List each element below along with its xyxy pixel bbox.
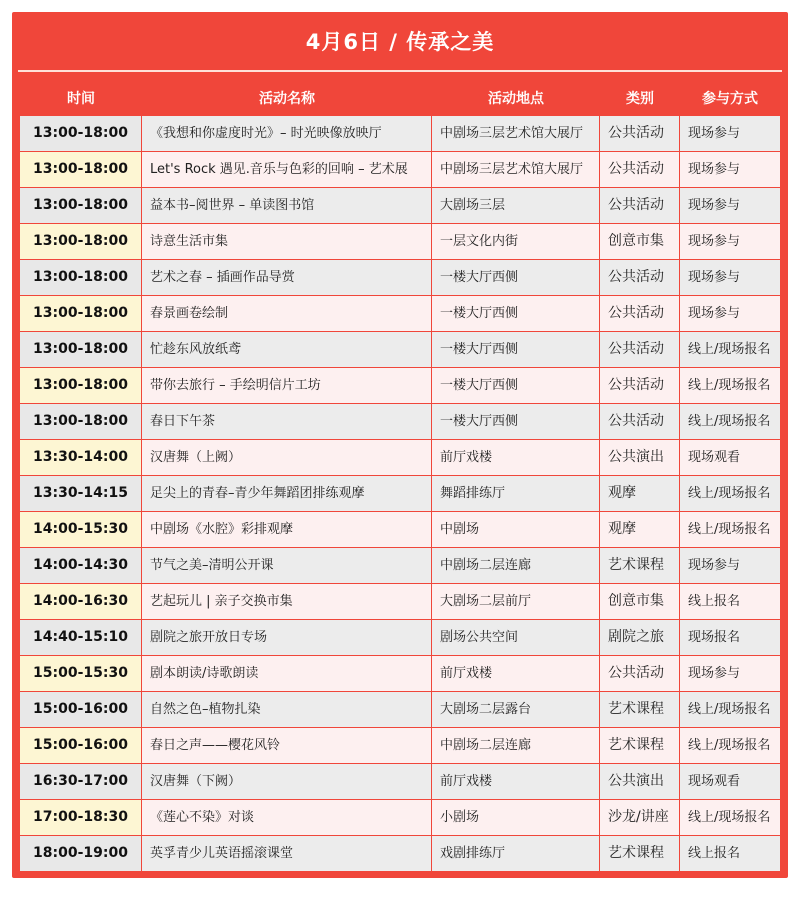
row-time: 13:00-18:00 xyxy=(20,332,142,367)
row-category: 公共活动 xyxy=(600,656,680,691)
row-location: 大剧场二层前厅 xyxy=(432,584,600,619)
row-time: 14:40-15:10 xyxy=(20,620,142,655)
row-activity-name: 益本书–阅世界 – 单读图书馆 xyxy=(142,188,432,223)
row-participation: 线上/现场报名 xyxy=(680,404,780,439)
row-location: 一楼大厅西侧 xyxy=(432,404,600,439)
table-row xyxy=(20,332,780,368)
row-participation: 现场观看 xyxy=(680,764,780,799)
row-activity-name: 《我想和你虚度时光》– 时光映像放映厅 xyxy=(142,116,432,151)
row-activity-name: 中剧场《水腔》彩排观摩 xyxy=(142,512,432,547)
table-row xyxy=(20,728,780,764)
row-time: 13:00-18:00 xyxy=(20,260,142,295)
row-location: 中剧场 xyxy=(432,512,600,547)
row-category: 公共活动 xyxy=(600,152,680,187)
row-category: 公共演出 xyxy=(600,764,680,799)
row-participation: 线上报名 xyxy=(680,584,780,619)
row-participation: 线上/现场报名 xyxy=(680,332,780,367)
row-participation: 线上报名 xyxy=(680,836,780,871)
row-participation: 现场参与 xyxy=(680,188,780,223)
page-title: 4月6日 / 传承之美 xyxy=(305,30,495,54)
row-location: 一层文化内街 xyxy=(432,224,600,259)
row-activity-name: 春景画卷绘制 xyxy=(142,296,432,331)
row-time: 13:00-18:00 xyxy=(20,224,142,259)
table-row xyxy=(20,404,780,440)
row-activity-name: 剧本朗读/诗歌朗读 xyxy=(142,656,432,691)
row-category: 剧院之旅 xyxy=(600,620,680,655)
row-participation: 现场参与 xyxy=(680,224,780,259)
row-category: 公共活动 xyxy=(600,296,680,331)
row-participation: 线上/现场报名 xyxy=(680,728,780,763)
row-participation: 现场参与 xyxy=(680,116,780,151)
row-time: 13:30-14:00 xyxy=(20,440,142,475)
row-activity-name: 春日之声——樱花风铃 xyxy=(142,728,432,763)
row-participation: 现场参与 xyxy=(680,656,780,691)
row-location: 一楼大厅西侧 xyxy=(432,368,600,403)
row-category: 观摩 xyxy=(600,512,680,547)
row-location: 舞蹈排练厅 xyxy=(432,476,600,511)
row-location: 前厅戏楼 xyxy=(432,440,600,475)
row-participation: 现场观看 xyxy=(680,440,780,475)
row-location: 中剧场二层连廊 xyxy=(432,548,600,583)
row-activity-name: 诗意生活市集 xyxy=(142,224,432,259)
row-category: 创意市集 xyxy=(600,224,680,259)
row-activity-name: 忙趁东风放纸鸢 xyxy=(142,332,432,367)
row-activity-name: 艺术之春 – 插画作品导赏 xyxy=(142,260,432,295)
row-activity-name: 自然之色–植物扎染 xyxy=(142,692,432,727)
table-row xyxy=(20,512,780,548)
row-time: 13:00-18:00 xyxy=(20,368,142,403)
row-category: 艺术课程 xyxy=(600,836,680,871)
row-time: 13:30-14:15 xyxy=(20,476,142,511)
row-time: 16:30-17:00 xyxy=(20,764,142,799)
column-header-name: 活动名称 xyxy=(259,91,315,107)
table-row xyxy=(20,368,780,404)
row-participation: 线上/现场报名 xyxy=(680,476,780,511)
column-header-location: 活动地点 xyxy=(488,91,544,107)
row-category: 创意市集 xyxy=(600,584,680,619)
column-header-mode: 参与方式 xyxy=(702,91,758,107)
row-category: 公共活动 xyxy=(600,260,680,295)
row-participation: 线上/现场报名 xyxy=(680,800,780,835)
row-activity-name: 汉唐舞（上阙） xyxy=(142,440,432,475)
row-participation: 线上/现场报名 xyxy=(680,512,780,547)
row-participation: 现场参与 xyxy=(680,152,780,187)
row-time: 13:00-18:00 xyxy=(20,188,142,223)
table-row xyxy=(20,260,780,296)
title-divider xyxy=(18,70,782,72)
row-time: 18:00-19:00 xyxy=(20,836,142,871)
row-category: 公共活动 xyxy=(600,116,680,151)
table-row xyxy=(20,656,780,692)
table-row xyxy=(20,152,780,188)
row-category: 艺术课程 xyxy=(600,548,680,583)
row-participation: 线上/现场报名 xyxy=(680,368,780,403)
row-time: 14:00-16:30 xyxy=(20,584,142,619)
row-time: 13:00-18:00 xyxy=(20,116,142,151)
schedule-table xyxy=(20,116,780,872)
row-participation: 线上/现场报名 xyxy=(680,692,780,727)
row-time: 14:00-15:30 xyxy=(20,512,142,547)
table-row xyxy=(20,296,780,332)
row-location: 剧场公共空间 xyxy=(432,620,600,655)
row-category: 艺术课程 xyxy=(600,728,680,763)
row-time: 15:00-15:30 xyxy=(20,656,142,691)
table-row xyxy=(20,836,780,872)
table-row xyxy=(20,800,780,836)
row-category: 沙龙/讲座 xyxy=(600,800,680,835)
row-participation: 现场报名 xyxy=(680,620,780,655)
row-activity-name: 艺起玩儿 | 亲子交换市集 xyxy=(142,584,432,619)
row-time: 14:00-14:30 xyxy=(20,548,142,583)
table-row xyxy=(20,224,780,260)
row-activity-name: Let's Rock 遇见.音乐与色彩的回响 – 艺术展 xyxy=(142,152,432,187)
row-time: 15:00-16:00 xyxy=(20,728,142,763)
table-row xyxy=(20,440,780,476)
row-time: 17:00-18:30 xyxy=(20,800,142,835)
row-time: 15:00-16:00 xyxy=(20,692,142,727)
row-location: 一楼大厅西侧 xyxy=(432,332,600,367)
row-location: 中剧场二层连廊 xyxy=(432,728,600,763)
row-location: 大剧场二层露台 xyxy=(432,692,600,727)
row-category: 公共活动 xyxy=(600,404,680,439)
row-time: 13:00-18:00 xyxy=(20,296,142,331)
row-activity-name: 节气之美–清明公开课 xyxy=(142,548,432,583)
row-activity-name: 《莲心不染》对谈 xyxy=(142,800,432,835)
row-time: 13:00-18:00 xyxy=(20,152,142,187)
row-category: 公共演出 xyxy=(600,440,680,475)
row-location: 中剧场三层艺术馆大展厅 xyxy=(432,152,600,187)
row-activity-name: 春日下午茶 xyxy=(142,404,432,439)
row-participation: 现场参与 xyxy=(680,296,780,331)
row-activity-name: 足尖上的青春–青少年舞蹈团排练观摩 xyxy=(142,476,432,511)
table-row xyxy=(20,764,780,800)
row-location: 大剧场三层 xyxy=(432,188,600,223)
row-location: 一楼大厅西侧 xyxy=(432,260,600,295)
row-category: 艺术课程 xyxy=(600,692,680,727)
row-category: 公共活动 xyxy=(600,188,680,223)
row-participation: 现场参与 xyxy=(680,548,780,583)
table-row xyxy=(20,620,780,656)
row-location: 小剧场 xyxy=(432,800,600,835)
row-activity-name: 剧院之旅开放日专场 xyxy=(142,620,432,655)
row-location: 一楼大厅西侧 xyxy=(432,296,600,331)
row-location: 中剧场三层艺术馆大展厅 xyxy=(432,116,600,151)
table-row xyxy=(20,548,780,584)
table-row xyxy=(20,476,780,512)
table-row xyxy=(20,188,780,224)
schedule-frame xyxy=(12,12,788,878)
row-activity-name: 英孚青少儿英语摇滚课堂 xyxy=(142,836,432,871)
row-activity-name: 汉唐舞（下阙） xyxy=(142,764,432,799)
row-location: 前厅戏楼 xyxy=(432,764,600,799)
row-location: 前厅戏楼 xyxy=(432,656,600,691)
row-activity-name: 带你去旅行 – 手绘明信片工坊 xyxy=(142,368,432,403)
table-row xyxy=(20,116,780,152)
row-participation: 现场参与 xyxy=(680,260,780,295)
table-row xyxy=(20,584,780,620)
row-time: 13:00-18:00 xyxy=(20,404,142,439)
row-category: 观摩 xyxy=(600,476,680,511)
row-location: 戏剧排练厅 xyxy=(432,836,600,871)
row-category: 公共活动 xyxy=(600,368,680,403)
table-row xyxy=(20,692,780,728)
column-header-time: 时间 xyxy=(67,91,95,107)
column-header-category: 类别 xyxy=(626,91,654,107)
row-category: 公共活动 xyxy=(600,332,680,367)
